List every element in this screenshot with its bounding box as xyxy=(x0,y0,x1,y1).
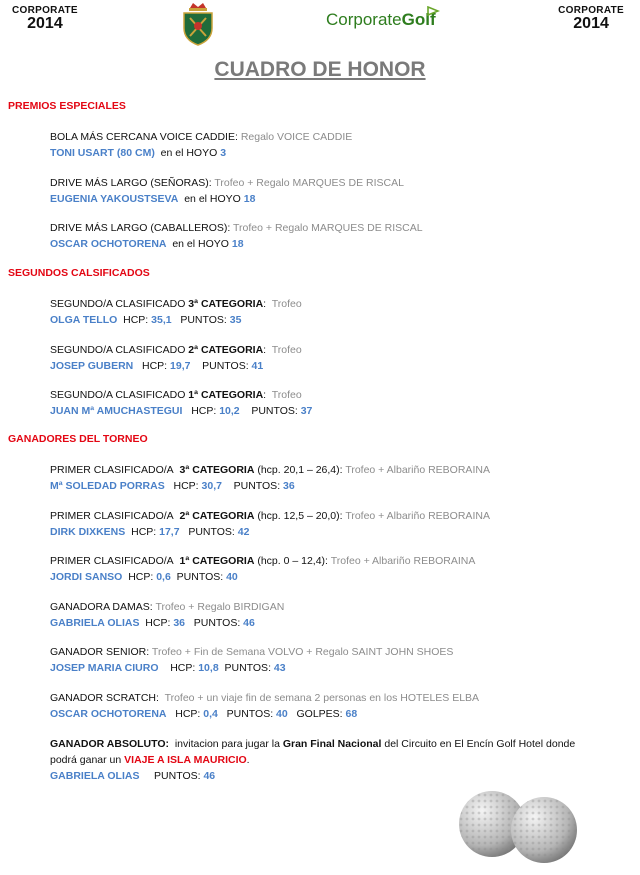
puntos-label: PUNTOS: xyxy=(154,770,201,782)
hole-label: en el HOYO xyxy=(172,238,229,250)
section-premios-especiales: PREMIOS ESPECIALES xyxy=(8,100,126,112)
prize-name: DRIVE MÁS LARGO (SEÑORAS): xyxy=(50,177,212,189)
puntos-label: PUNTOS: xyxy=(233,480,281,492)
winner-name: TONI USART (80 CM) xyxy=(50,147,155,159)
prize-reward: Regalo VOICE CADDIE xyxy=(240,131,353,143)
prize-reward: Trofeo xyxy=(271,344,302,356)
hcp-value: 0,6 xyxy=(156,571,171,583)
ganador-absoluto xyxy=(50,736,602,784)
hcp-value: 36 xyxy=(173,617,185,629)
prize-name: GANADOR SCRATCH: xyxy=(50,692,159,704)
segundo-3a-categoria: SEGUNDO/A CLASIFICADO 3ª CATEGORIA: Trofeo OLGA TELLO HCP: 35,1 PUNTOS: 35 xyxy=(50,298,302,326)
prize-reward: Trofeo + Albariño REBORAINA xyxy=(345,464,490,476)
ganadora-damas xyxy=(50,599,610,631)
prize-name: DRIVE MÁS LARGO (CABALLEROS): xyxy=(50,222,231,234)
winner-name: OLGA TELLO xyxy=(50,314,118,326)
prize-name: GANADOR SENIOR: xyxy=(50,646,150,658)
primero-1a-categoria xyxy=(50,553,610,585)
section-ganadores-torneo: GANADORES DEL TORNEO xyxy=(8,433,148,445)
puntos-value: 35 xyxy=(229,314,242,326)
prize-text-1: invitacion para jugar la xyxy=(174,738,280,750)
puntos-value: 43 xyxy=(273,662,286,674)
category: 2ª CATEGORIA xyxy=(179,510,255,522)
prize-reward: Trofeo + Albariño REBORAINA xyxy=(345,510,490,522)
puntos-value: 41 xyxy=(251,360,264,372)
logo-word-golf: Golf xyxy=(401,10,436,29)
hcp-label: HCP: xyxy=(128,571,154,583)
prize-reward: Trofeo + un viaje fin de semana 2 personas en los HOTELES ELBA xyxy=(164,692,480,704)
golpes-value: 68 xyxy=(345,708,358,720)
hcp-label: HCP: xyxy=(170,662,196,674)
section-segundos-clasificados: SEGUNDOS CALSIFICADOS xyxy=(8,267,150,279)
puntos-label: PUNTOS: xyxy=(251,405,298,417)
prize-reward: Trofeo xyxy=(271,298,302,310)
prize-prefix: PRIMER CLASIFICADO/A xyxy=(50,464,174,476)
hcp-range: (hcp. 0 – 12,4): xyxy=(257,555,328,567)
category: 1ª CATEGORIA xyxy=(188,389,264,401)
hcp-value: 19,7 xyxy=(170,360,191,372)
prize-dot: . xyxy=(246,754,250,766)
primero-3a-categoria xyxy=(50,462,610,494)
puntos-value: 37 xyxy=(300,405,313,417)
prize-text-2: del Circuito en El Encín Golf Hotel donde podrá ganar un xyxy=(50,738,576,766)
page-title: CUADRO DE HONOR xyxy=(214,58,426,81)
badge-line2: 2014 xyxy=(27,15,63,32)
winner-name: OSCAR OCHOTORENA xyxy=(50,708,167,720)
puntos-value: 40 xyxy=(226,571,238,583)
golpes-label: GOLPES: xyxy=(296,708,343,720)
hcp-value: 35,1 xyxy=(151,314,172,326)
club-crest-logo xyxy=(180,2,216,46)
prize-reward: Trofeo + Fin de Semana VOLVO + Regalo SAINT JOHN SHOES xyxy=(151,646,454,658)
hole-number: 18 xyxy=(231,238,244,250)
hcp-label: HCP: xyxy=(175,708,201,720)
hcp-label: HCP: xyxy=(142,360,168,372)
winner-name: DIRK DIXKENS xyxy=(50,526,126,538)
corporate-golf-logo xyxy=(326,10,436,30)
puntos-value: 42 xyxy=(237,526,250,538)
hcp-value: 10,8 xyxy=(198,662,219,674)
hcp-label: HCP: xyxy=(123,314,149,326)
primero-2a-categoria xyxy=(50,508,610,540)
winner-name: JOSEP GUBERN xyxy=(50,360,134,372)
prize-reward: Trofeo + Albariño REBORAINA xyxy=(330,555,476,567)
puntos-value: 46 xyxy=(243,617,255,629)
prize-prefix: PRIMER CLASIFICADO/A xyxy=(50,510,174,522)
prize-reward: Trofeo + Regalo MARQUES DE RISCAL xyxy=(214,177,404,189)
hcp-label: HCP: xyxy=(173,480,199,492)
corporate-2014-badge-right xyxy=(558,6,624,32)
puntos-value: 36 xyxy=(283,480,295,492)
puntos-label: PUNTOS: xyxy=(176,571,224,583)
badge-line1: CORPORATE xyxy=(558,5,624,16)
hole-label: en el HOYO xyxy=(160,147,218,159)
puntos-label: PUNTOS: xyxy=(193,617,241,629)
winner-name: Mª SOLEDAD PORRAS xyxy=(50,480,165,492)
golf-balls-icon xyxy=(458,786,580,866)
ganador-senior xyxy=(50,644,610,676)
prize-prefix: SEGUNDO/A CLASIFICADO xyxy=(50,298,186,310)
hcp-label: HCP: xyxy=(131,526,157,538)
hcp-label: HCP: xyxy=(191,405,217,417)
prize-bola-mas-cercana xyxy=(50,129,610,161)
winner-name: OSCAR OCHOTORENA xyxy=(50,238,167,250)
winner-name: EUGENIA YAKOUSTSEVA xyxy=(50,193,179,205)
prize-drive-caballeros xyxy=(50,220,610,252)
winner-name: GABRIELA OLIAS xyxy=(50,770,140,782)
prize-prefix: SEGUNDO/A CLASIFICADO xyxy=(50,344,186,356)
hcp-value: 0,4 xyxy=(203,708,218,720)
puntos-label: PUNTOS: xyxy=(202,360,249,372)
hcp-range: (hcp. 12,5 – 20,0): xyxy=(257,510,343,522)
puntos-value: 40 xyxy=(276,708,288,720)
viaje-isla-mauricio: VIAJE A ISLA MAURICIO xyxy=(124,754,247,766)
puntos-label: PUNTOS: xyxy=(180,314,227,326)
prize-reward: Trofeo + Regalo MARQUES DE RISCAL xyxy=(233,222,423,234)
prize-prefix: SEGUNDO/A CLASIFICADO xyxy=(50,389,186,401)
badge-line2: 2014 xyxy=(573,15,609,32)
segundo-1a-categoria: SEGUNDO/A CLASIFICADO 1ª CATEGORIA: Trofeo JUAN Mª AMUCHASTEGUI HCP: 10,2 PUNTOS: 37 xyxy=(50,389,313,417)
puntos-label: PUNTOS: xyxy=(188,526,235,538)
hcp-value: 10,2 xyxy=(219,405,240,417)
hcp-label: HCP: xyxy=(145,617,171,629)
puntos-value: 46 xyxy=(203,770,216,782)
winner-name: GABRIELA OLIAS xyxy=(50,617,140,629)
category: 3ª CATEGORIA xyxy=(188,298,264,310)
badge-line1: CORPORATE xyxy=(12,5,78,16)
ganador-scratch xyxy=(50,690,610,722)
category: 3ª CATEGORIA xyxy=(179,464,255,476)
hcp-value: 30,7 xyxy=(201,480,222,492)
hole-number: 3 xyxy=(220,147,227,159)
winner-name: JOSEP MARIA CIURO xyxy=(50,662,159,674)
prize-name: GANADORA DAMAS: xyxy=(50,601,153,613)
prize-name: BOLA MÁS CERCANA VOICE CADDIE: xyxy=(50,131,238,143)
prize-reward: Trofeo + Regalo BIRDIGAN xyxy=(155,601,285,613)
hcp-value: 17,7 xyxy=(159,526,180,538)
winner-name: JUAN Mª AMUCHASTEGUI xyxy=(50,405,183,417)
category: 2ª CATEGORIA xyxy=(188,344,264,356)
puntos-label: PUNTOS: xyxy=(224,662,271,674)
winner-name: JORDI SANSO xyxy=(50,571,123,583)
corporate-2014-badge-left xyxy=(12,6,78,32)
gran-final-nacional: Gran Final Nacional xyxy=(282,738,382,750)
prize-prefix: PRIMER CLASIFICADO/A xyxy=(50,555,174,567)
category: 1ª CATEGORIA xyxy=(179,555,255,567)
hole-number: 18 xyxy=(243,193,256,205)
segundo-2a-categoria: SEGUNDO/A CLASIFICADO 2ª CATEGORIA: Trofeo JOSEP GUBERN HCP: 19,7 PUNTOS: 41 xyxy=(50,344,302,372)
prize-name: GANADOR ABSOLUTO: xyxy=(50,738,169,750)
puntos-label: PUNTOS: xyxy=(226,708,274,720)
hcp-range: (hcp. 20,1 – 26,4): xyxy=(257,464,343,476)
logo-word-corporate: Corporate xyxy=(326,10,402,29)
prize-reward: Trofeo xyxy=(271,389,302,401)
hole-label: en el HOYO xyxy=(184,193,241,205)
golf-flag-icon xyxy=(426,6,440,20)
prize-drive-senoras xyxy=(50,175,610,207)
